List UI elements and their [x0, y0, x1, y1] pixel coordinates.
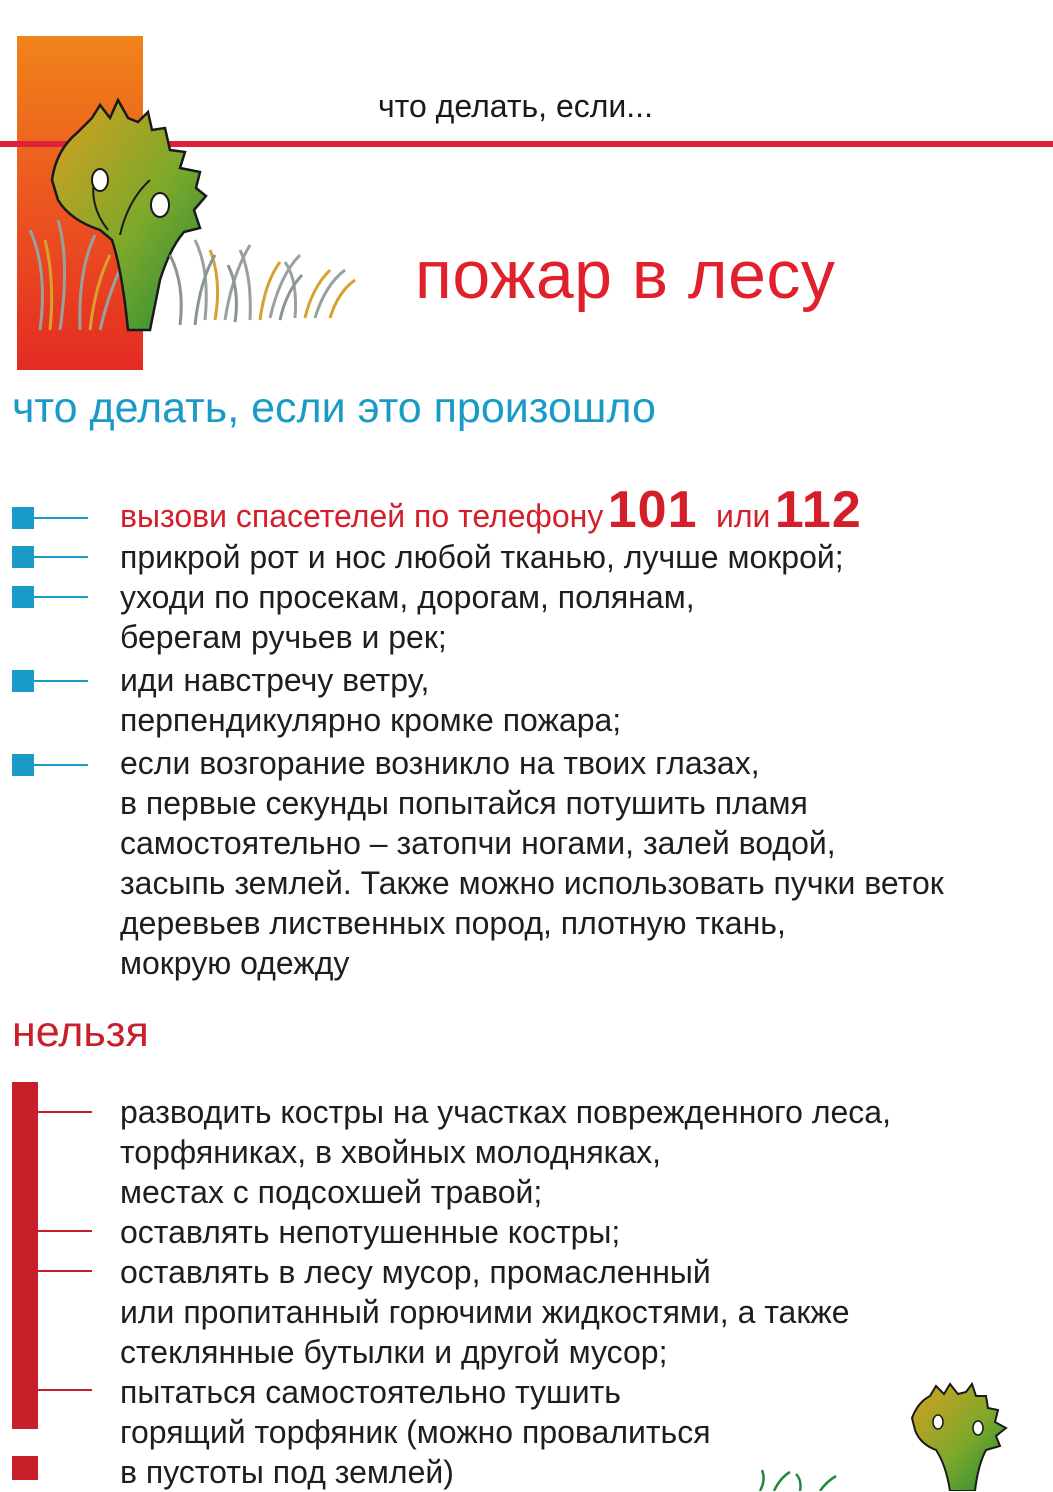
- bullet-marker: [12, 586, 34, 608]
- bullet-line: [38, 1230, 92, 1232]
- list-item-cont: самостоятельно – затопчи ногами, залей водой,: [120, 825, 836, 861]
- bullet-marker: [12, 546, 34, 568]
- bullet-line: [34, 680, 88, 682]
- call-prefix: вызови спасетелей по телефону: [120, 498, 604, 534]
- list-item-cont: засыпь землей. Также можно использовать пучки веток: [120, 865, 944, 901]
- list-item: оставлять непотушенные костры;: [120, 1214, 621, 1250]
- list-item: разводить костры на участках поврежденного леса,: [120, 1094, 891, 1130]
- list-item: уходи по просекам, дорогам, полянам,: [120, 579, 695, 615]
- bullet-line: [34, 764, 88, 766]
- bullet-line: [34, 556, 88, 558]
- page-subtitle: что делать, если...: [378, 88, 653, 124]
- forbidden-bar: [12, 1082, 38, 1429]
- tree-grass-illustration: [0, 0, 400, 380]
- list-item: если возгорание возникло на твоих глазах,: [120, 745, 760, 781]
- list-item-cont: или пропитанный горючими жидкостями, а также: [120, 1294, 850, 1330]
- page-title: пожар в лесу: [415, 237, 836, 313]
- small-tree-illustration: [740, 1370, 1053, 1491]
- list-item-cont: в пустоты под землей): [120, 1454, 454, 1490]
- list-item-cont: стеклянные бутылки и другой мусор;: [120, 1334, 668, 1370]
- list-item: прикрой рот и нос любой тканью, лучше мокрой;: [120, 539, 844, 575]
- list-item: иди навстречу ветру,: [120, 662, 430, 698]
- list-item: пытаться самостоятельно тушить: [120, 1374, 621, 1410]
- list-item-cont: перпендикулярно кромке пожара;: [120, 702, 622, 738]
- call-or: или: [715, 498, 771, 534]
- list-item-cont: деревьев лиственных пород, плотную ткань,: [120, 905, 786, 941]
- bullet-line: [34, 596, 88, 598]
- bullet-marker: [12, 670, 34, 692]
- list-item-cont: местах с подсохшей травой;: [120, 1174, 543, 1210]
- list-item-cont: торфяниках, в хвойных молодняках,: [120, 1134, 662, 1170]
- section-dont-heading: нельзя: [12, 1008, 149, 1056]
- bullet-line: [38, 1389, 92, 1391]
- bullet-marker: [12, 507, 34, 529]
- list-item-cont: горящий торфяник (можно провалиться: [120, 1414, 711, 1450]
- list-item-cont: мокрую одежду: [120, 945, 350, 981]
- emergency-call-item: [120, 480, 862, 540]
- list-item-cont: в первые секунды попытайся потушить пламя: [120, 785, 808, 821]
- phone-number-112: 112: [774, 481, 862, 539]
- list-item-cont: берегам ручьев и рек;: [120, 619, 447, 655]
- list-item: оставлять в лесу мусор, промасленный: [120, 1254, 711, 1290]
- section-do-heading: что делать, если это произошло: [12, 384, 656, 432]
- bullet-line: [38, 1111, 92, 1113]
- bullet-marker: [12, 754, 34, 776]
- bullet-line: [34, 517, 88, 519]
- bullet-line: [38, 1270, 92, 1272]
- phone-number-101: 101: [607, 481, 698, 539]
- forbidden-end-marker: [12, 1456, 38, 1480]
